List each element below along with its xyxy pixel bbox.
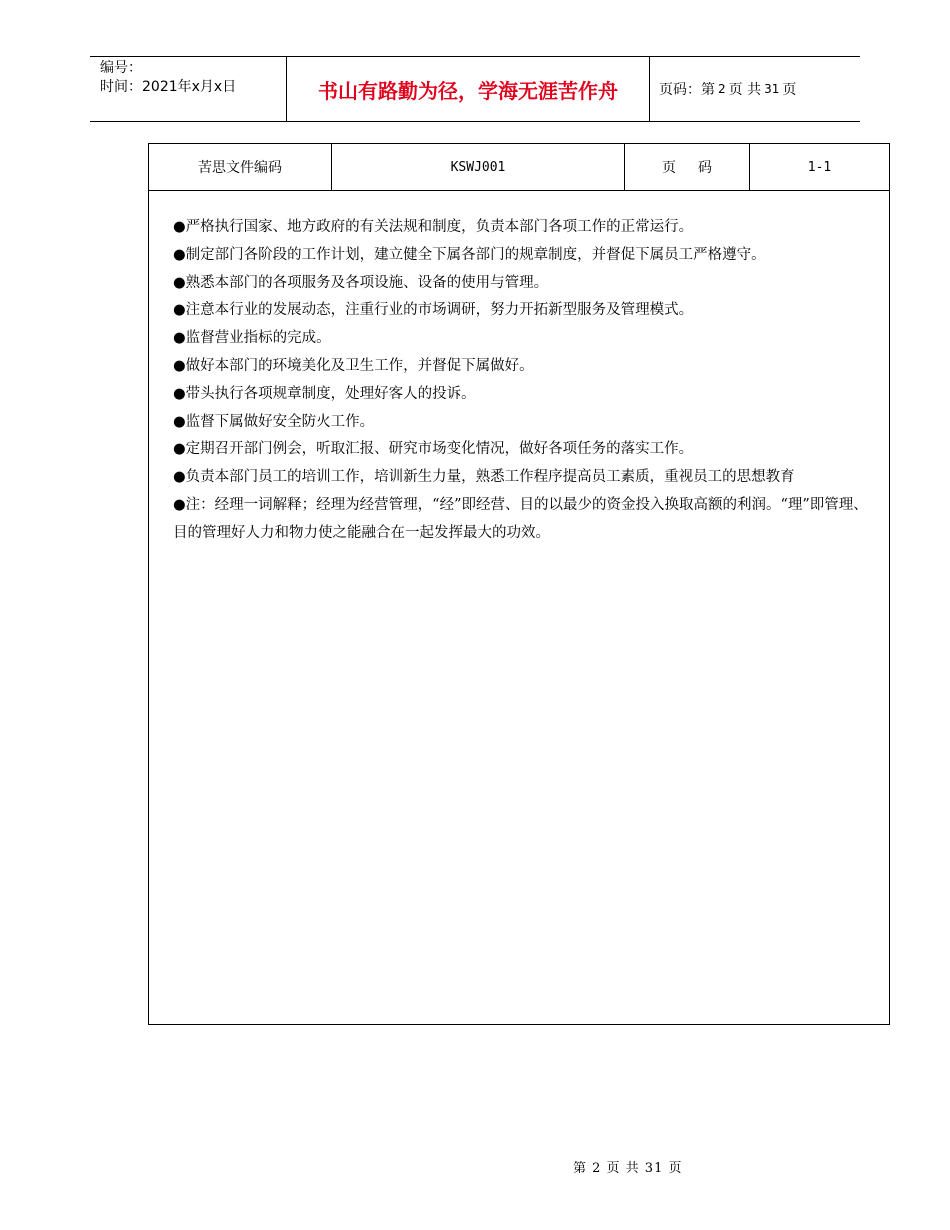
page-suffix: 页 xyxy=(782,82,797,98)
list-item: ●熟悉本部门的各项服务及各项设施、设备的使用与管理。 xyxy=(173,274,549,291)
document-number-label: 编号： xyxy=(100,60,142,76)
document-time: 时间：2021年x月x日 xyxy=(100,79,237,95)
file-code-label: 苦思文件编码 xyxy=(149,144,332,190)
page-prefix: 页码：第 xyxy=(659,82,715,98)
page-current: 2 xyxy=(718,82,726,96)
list-item: ●监督营业指标的完成。 xyxy=(173,330,331,347)
list-item: ●负责本部门员工的培训工作，培训新生力量，熟悉工作程序提高员工素质，重视员工的思想教育 xyxy=(173,469,795,486)
file-code-value: KSWJ001 xyxy=(332,144,625,190)
header-page-indicator xyxy=(659,57,796,121)
list-item: ●定期召开部门例会，听取汇报、研究市场变化情况，做好各项任务的落实工作。 xyxy=(173,441,694,458)
footer-page-number: 第 2 页 共 31 页 xyxy=(573,1161,683,1176)
page-middle: 页 共 xyxy=(728,82,762,98)
list-item: ●带头执行各项规章制度，处理好客人的投诉。 xyxy=(173,385,476,402)
list-item: ●监督下属做好安全防火工作。 xyxy=(173,413,375,430)
page-label: 页码 xyxy=(625,144,750,190)
document-table xyxy=(148,143,890,1025)
table-header-row xyxy=(149,144,889,191)
page-header xyxy=(90,56,860,122)
document-body xyxy=(173,214,869,548)
page-value: 1-1 xyxy=(807,159,832,175)
list-item: ●注意本行业的发展动态，注重行业的市场调研，努力开拓新型服务及管理模式。 xyxy=(173,302,694,319)
list-item: ●注：经理一词解释；经理为经营管理，“经”即经营、目的以最少的资金投入换取高额的利润。“理”即管理、目的管理好人力和物力使之能融合在一起发挥最大的功效。 xyxy=(173,496,868,541)
header-motto: 书山有路勤为径，学海无涯苦作舟 xyxy=(318,78,618,103)
page-total: 31 xyxy=(764,82,780,96)
list-item: ●做好本部门的环境美化及卫生工作，并督促下属做好。 xyxy=(173,357,534,374)
list-item: ●严格执行国家、地方政府的有关法规和制度，负责本部门各项工作的正常运行。 xyxy=(173,219,694,235)
header-meta xyxy=(100,59,236,97)
list-item: ●制定部门各阶段的工作计划，建立健全下属各部门的规章制度，并督促下属员工严格遵守。 xyxy=(173,246,766,263)
header-divider xyxy=(649,57,650,121)
